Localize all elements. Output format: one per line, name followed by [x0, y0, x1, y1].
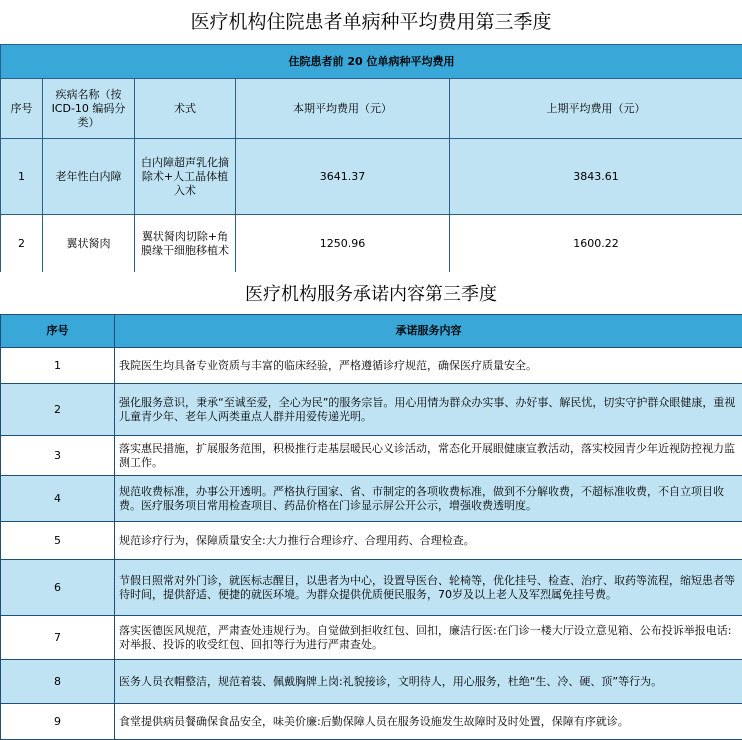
row-previous-cost: 1600.22 [450, 215, 742, 273]
row-no: 8 [1, 660, 115, 704]
row-current-cost: 3641.37 [236, 139, 450, 215]
row-no: 1 [1, 139, 43, 215]
header-no: 序号 [1, 79, 43, 139]
row-procedure: 翼状胬肉切除+角膜缘干细胞移植术 [135, 215, 236, 273]
header-disease: 疾病名称（按 ICD-10 编码分类） [43, 79, 135, 139]
table-row [1, 348, 742, 384]
service-table-header-row [1, 315, 742, 348]
row-content: 食堂提供病员餐确保食品安全，味美价廉:后勤保障人员在服务设施发生故障时及时处置，保障有序就诊。 [115, 704, 742, 740]
fee-table [0, 44, 742, 273]
row-no: 2 [1, 215, 43, 273]
fee-table-header-row [1, 79, 742, 139]
row-procedure: 白内障超声乳化摘除术+人工晶体植入术 [135, 139, 236, 215]
header-content: 承诺服务内容 [115, 315, 742, 348]
row-no: 7 [1, 616, 115, 660]
fee-table-subtitle: 住院患者前 20 位单病种平均费用 [1, 45, 742, 79]
header-previous-cost: 上期平均费用（元） [450, 79, 742, 139]
row-no: 9 [1, 704, 115, 740]
row-content: 我院医生均具备专业资质与丰富的临床经验，严格遵循诊疗规范，确保医疗质量安全。 [115, 348, 742, 384]
service-table [0, 314, 742, 740]
row-no: 4 [1, 476, 115, 522]
row-content: 规范诊疗行为，保障质量安全:大力推行合理诊疗、合理用药、合理检查。 [115, 522, 742, 560]
row-content: 落实惠民措施，扩展服务范围，积极推行走基层暖民心义诊活动，常态化开展眼健康宣教活动，落实校园青少年近视防控视力监测工作。 [115, 436, 742, 476]
row-current-cost: 1250.96 [236, 215, 450, 273]
table-row [1, 704, 742, 740]
table-row [1, 215, 742, 273]
table-row [1, 660, 742, 704]
row-disease: 翼状胬肉 [43, 215, 135, 273]
section1-title: 医疗机构住院患者单病种平均费用第三季度 [0, 0, 742, 44]
row-content: 节假日照常对外门诊，就医标志醒目，以患者为中心，设置导医台、轮椅等，优化挂号、检查、治疗、取药等流程，缩短患者等待时间，提供舒适、便捷的就医环境。为群众提供优质便民服务，70岁及以上老人及军烈属免挂号费。 [115, 560, 742, 616]
row-content: 医务人员衣帽整洁，规范着装、佩戴胸牌上岗:礼貌接诊，文明待人，用心服务，杜绝“生、冷、硬、顶”等行为。 [115, 660, 742, 704]
table-row [1, 522, 742, 560]
table-row [1, 476, 742, 522]
table-row [1, 139, 742, 215]
row-no: 6 [1, 560, 115, 616]
row-no: 2 [1, 384, 115, 436]
row-content: 规范收费标准，办事公开透明。严格执行国家、省、市制定的各项收费标准，做到不分解收费，不超标准收费，不自立项目收费。医疗服务项目常用检查项目、药品价格在门诊显示屏公开公示，增强收费透明度。 [115, 476, 742, 522]
table-row [1, 616, 742, 660]
row-content: 落实医德医风规范，严肃查处违规行为。自觉做到拒收红包、回扣，廉洁行医:在门诊一楼大厅设立意见箱、公布投诉举报电话:对举报、投诉的收受红包、回扣等行为进行严肃查处。 [115, 616, 742, 660]
header-current-cost: 本期平均费用（元） [236, 79, 450, 139]
section2-title: 医疗机构服务承诺内容第三季度 [0, 272, 742, 314]
table-row [1, 560, 742, 616]
table-row [1, 436, 742, 476]
table-row [1, 384, 742, 436]
row-previous-cost: 3843.61 [450, 139, 742, 215]
row-content: 强化服务意识，秉承“至诚至爱，全心为民”的服务宗旨。用心用情为群众办实事、办好事、解民忧，切实守护群众眼健康，重视儿童青少年、老年人两类重点人群并用爱传递光明。 [115, 384, 742, 436]
row-no: 5 [1, 522, 115, 560]
row-no: 3 [1, 436, 115, 476]
header-no: 序号 [1, 315, 115, 348]
row-disease: 老年性白内障 [43, 139, 135, 215]
row-no: 1 [1, 348, 115, 384]
header-procedure: 术式 [135, 79, 236, 139]
